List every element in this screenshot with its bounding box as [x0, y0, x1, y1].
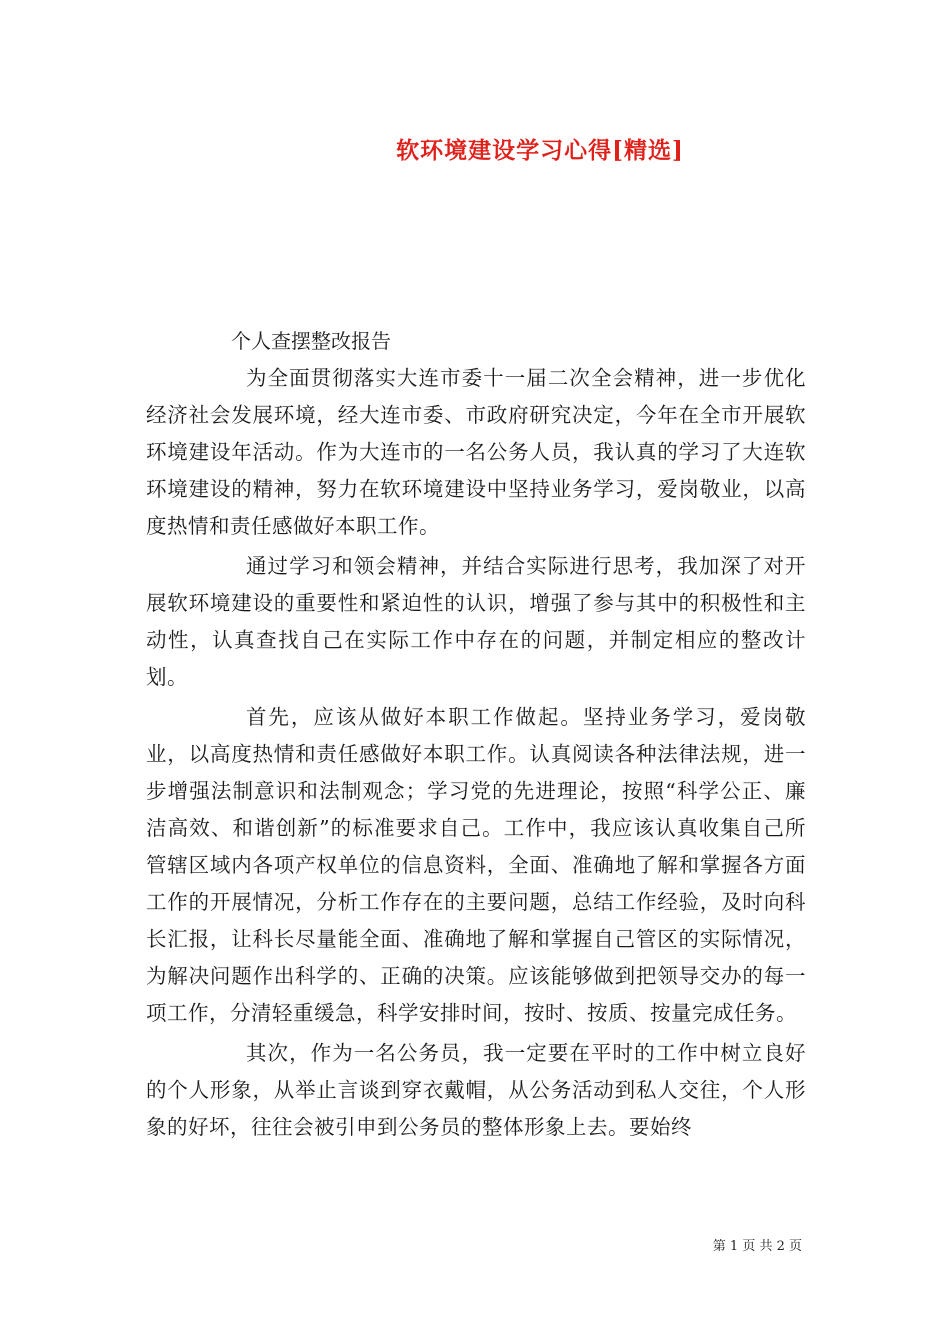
paragraph-1: 为全面贯彻落实大连市委十一届二次全会精神，进一步优化经济社会发展环境，经大连市委、市政府研究决定，今年在全市开展软环境建设年活动。作为大连市的一名公务人员，我认真的学习了大连软环境建设的精神，努力在软环境建设中坚持业务学习，爱岗敬业，以高度热情和责任感做好本职工作。	[146, 366, 806, 538]
page-footer: 第 1 页 共 2 页	[712, 1239, 802, 1254]
body-text	[146, 360, 806, 1149]
report-subheading: 个人查摆整改报告	[231, 329, 391, 353]
page-title: 软环境建设学习心得[精选]	[396, 137, 684, 164]
paragraph-4: 其次，作为一名公务员，我一定要在平时的工作中树立良好的个人形象，从举止言谈到穿衣戴帽，从公务活动到私人交往，个人形象的好坏，往往会被引申到公务员的整体形象上去。要始终	[146, 1041, 806, 1139]
paragraph-2: 通过学习和领会精神，并结合实际进行思考，我加深了对开展软环境建设的重要性和紧迫性的认识，增强了参与其中的积极性和主动性，认真查找自己在实际工作中存在的问题，并制定相应的整改计划。	[146, 554, 806, 689]
paragraph-3: 首先，应该从做好本职工作做起。坚持业务学习，爱岗敬业，以高度热情和责任感做好本职工作。认真阅读各种法律法规，进一步增强法制意识和法制观念；学习党的先进理论，按照“科学公正、廉洁高效、和谐创新”的标准要求自己。工作中，我应该认真收集自己所管辖区域内各项产权单位的信息资料，全面、准确地了解和掌握各方面工作的开展情况，分析工作存在的主要问题，总结工作经验，及时向科长汇报，让科长尽量能全面、准确地了解和掌握自己管区的实际情况，为解决问题作出科学的、正确的决策。应该能够做到把领导交办的每一项工作，分清轻重缓急，科学安排时间，按时、按质、按量完成任务。	[146, 705, 806, 1025]
